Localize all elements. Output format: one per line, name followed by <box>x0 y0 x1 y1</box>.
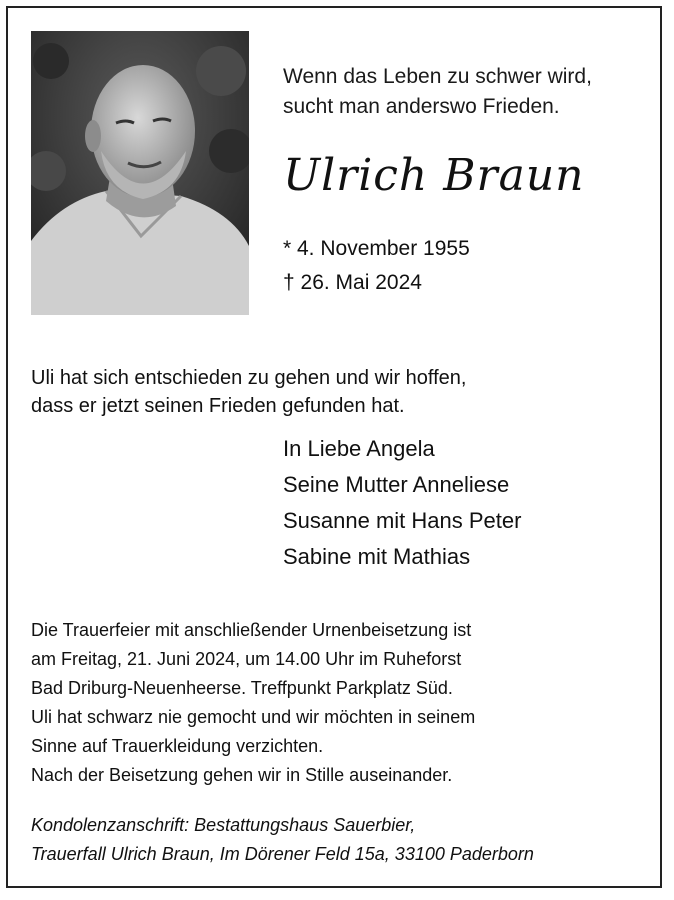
statement <box>31 364 466 420</box>
quote-line-2: sucht man anderswo Frieden. <box>283 95 560 118</box>
quote <box>283 62 592 122</box>
mourner: Sabine mit Mathias <box>283 544 471 569</box>
deceased-name: Ulrich Braun <box>283 150 585 201</box>
statement-line-1: Uli hat sich entschieden zu gehen und wir hoffen, <box>31 367 467 389</box>
details-line: Uli hat schwarz nie gemocht und wir möchten in seinem <box>31 707 476 727</box>
birth-date: * 4. November 1955 <box>283 237 470 260</box>
death-date: † 26. Mai 2024 <box>283 271 422 294</box>
mourner: Seine Mutter Anneliese <box>283 472 510 497</box>
condolence-line-2: Trauerfall Ulrich Braun, Im Dörener Feld 15a, 33100 Paderborn <box>31 844 534 864</box>
details-line: Sinne auf Trauerkleidung verzichten. <box>31 736 324 756</box>
portrait-photo <box>31 31 249 315</box>
details-line: am Freitag, 21. Juni 2024, um 14.00 Uhr im Ruheforst <box>31 649 462 669</box>
mourners-list <box>283 431 521 575</box>
mourner: Susanne mit Hans Peter <box>283 508 522 533</box>
mourner: In Liebe Angela <box>283 436 435 461</box>
details-line: Die Trauerfeier mit anschließender Urnenbeisetzung ist <box>31 620 472 640</box>
life-dates <box>283 232 470 300</box>
details-line: Bad Driburg-Neuenheerse. Treffpunkt Parkplatz Süd. <box>31 678 453 698</box>
statement-line-2: dass er jetzt seinen Frieden gefunden hat. <box>31 395 405 417</box>
portrait-icon <box>31 31 249 315</box>
condolence-line-1: Kondolenzanschrift: Bestattungshaus Sauerbier, <box>31 815 416 835</box>
quote-line-1: Wenn das Leben zu schwer wird, <box>283 65 592 88</box>
condolence-address <box>31 811 534 869</box>
details-line: Nach der Beisetzung gehen wir in Stille auseinander. <box>31 765 453 785</box>
funeral-details <box>31 616 475 790</box>
